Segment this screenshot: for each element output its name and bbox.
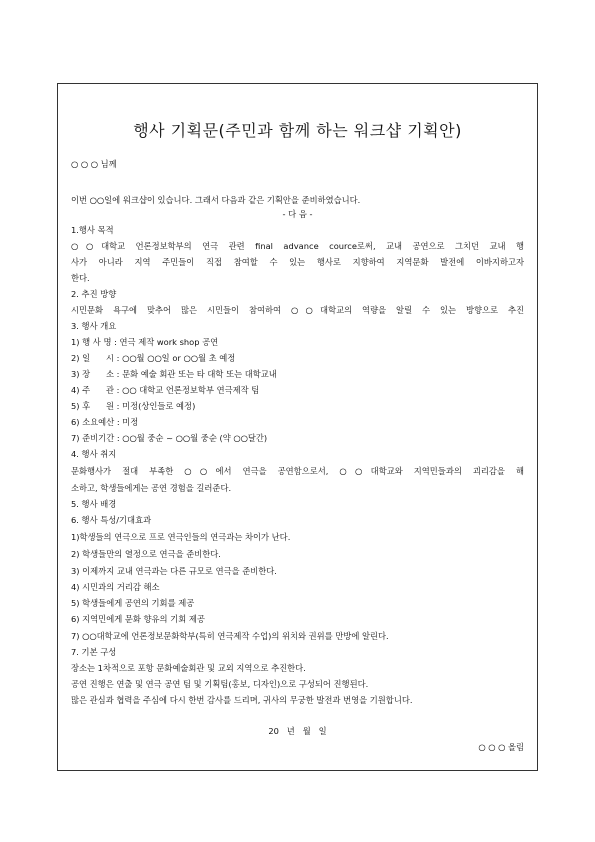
effect-item: 4) 시민과의 거리감 해소 bbox=[71, 582, 160, 592]
overview-item: 7) 준비기간 : ○○월 중순 ~ ○○월 중순 (약 ○○달간) bbox=[71, 433, 268, 443]
intro-text: 이번 ○○일에 워크샵이 있습니다. 그래서 다음과 같은 기획안을 준비하였습니다. bbox=[71, 195, 361, 205]
overview-item: 2) 일 시 : ○○월 ○○일 or ○○월 초 예정 bbox=[71, 353, 236, 363]
section-5-heading: 5. 행사 배경 bbox=[71, 499, 117, 509]
section-7-heading: 7. 기본 구성 bbox=[71, 647, 117, 657]
section-4-line-1: 문화행사가 절대 부족한 ○○에서 연극을 공연함으로서, ○○대학교와 지역민들과의 괴리감을 해 bbox=[71, 466, 524, 476]
signature: ○ ○ ○ 올림 bbox=[478, 742, 524, 752]
section-2-heading: 2. 추진 방향 bbox=[71, 289, 117, 299]
section-1-heading: 1.행사 목적 bbox=[71, 225, 114, 235]
effect-item: 6) 지역민에게 문화 향유의 기회 제공 bbox=[71, 614, 205, 624]
date-line: 20 년 월 일 bbox=[268, 726, 327, 736]
effect-item: 3) 이제까지 교내 연극과는 다른 규모로 연극을 준비한다. bbox=[71, 566, 277, 576]
overview-item: 3) 장 소 : 문화 예술 회관 또는 타 대학 또는 대학교내 bbox=[71, 369, 277, 379]
section-3-heading: 3. 행사 개요 bbox=[71, 321, 117, 331]
section-1-line-1: ○○대학교 언론정보학부의 연극 관련 final advance cource로써, 교내 공연으로 그치던 교내 행 bbox=[71, 241, 524, 251]
section-2-line-1: 시민문화 욕구에 맞추어 많은 시민들이 참여하여 ○○대학교의 역량을 알릴 수 있는 방향으로 추진 bbox=[71, 305, 524, 315]
separator: - 다 음 - bbox=[282, 209, 313, 219]
closing-text: 많은 관심과 협력을 주심에 다시 한번 감사를 드리며, 귀사의 무궁한 발전과 번영을 기원합니다. bbox=[71, 695, 413, 705]
section-4-line-2: 소하고, 학생들에게는 공연 경험을 길러준다. bbox=[71, 483, 232, 493]
document-title: 행사 기획문(주민과 함께 하는 워크샵 기획안) bbox=[133, 121, 462, 140]
section-1-line-3: 한다. bbox=[71, 273, 90, 283]
section-4-heading: 4. 행사 취지 bbox=[71, 449, 117, 459]
effect-item: 5) 학생들에게 공연의 기회를 제공 bbox=[71, 598, 195, 608]
section-7-line-2: 공연 진행은 연출 및 연극 공연 팀 및 기획팀(홍보, 디자인)으로 구성되어 진행된다. bbox=[71, 679, 369, 689]
overview-item: 6) 소요예산 : 미정 bbox=[71, 417, 139, 427]
section-1-line-2: 사가 아니라 지역 주민들이 직접 참여할 수 있는 행사로 지향하여 지역문화 발전에 이바지하고자 bbox=[71, 257, 524, 267]
overview-item: 4) 주 관 : ○○ 대학교 언론정보학부 연극제작 팀 bbox=[71, 385, 260, 395]
effect-item: 7) ○○대학교에 언론정보문화학부(특히 연극제작 수업)의 위치와 권위를 만방에 알린다. bbox=[71, 631, 389, 641]
section-7-line-1: 장소는 1차적으로 포항 문화예술회관 및 교외 지역으로 추진한다. bbox=[71, 663, 306, 673]
overview-item: 5) 후 원 : 미정(상인들로 예정) bbox=[71, 401, 196, 411]
section-6-heading: 6. 행사 특성/기대효과 bbox=[71, 515, 152, 525]
effect-item: 2) 학생들만의 열정으로 연극을 준비한다. bbox=[71, 549, 221, 559]
effect-item: 1)학생들의 연극으로 프로 연극인들의 연극과는 차이가 난다. bbox=[71, 532, 291, 542]
overview-item: 1) 행 사 명 : 연극 제작 work shop 공연 bbox=[71, 337, 219, 347]
salutation: ○ ○ ○ 님께 bbox=[71, 159, 117, 169]
